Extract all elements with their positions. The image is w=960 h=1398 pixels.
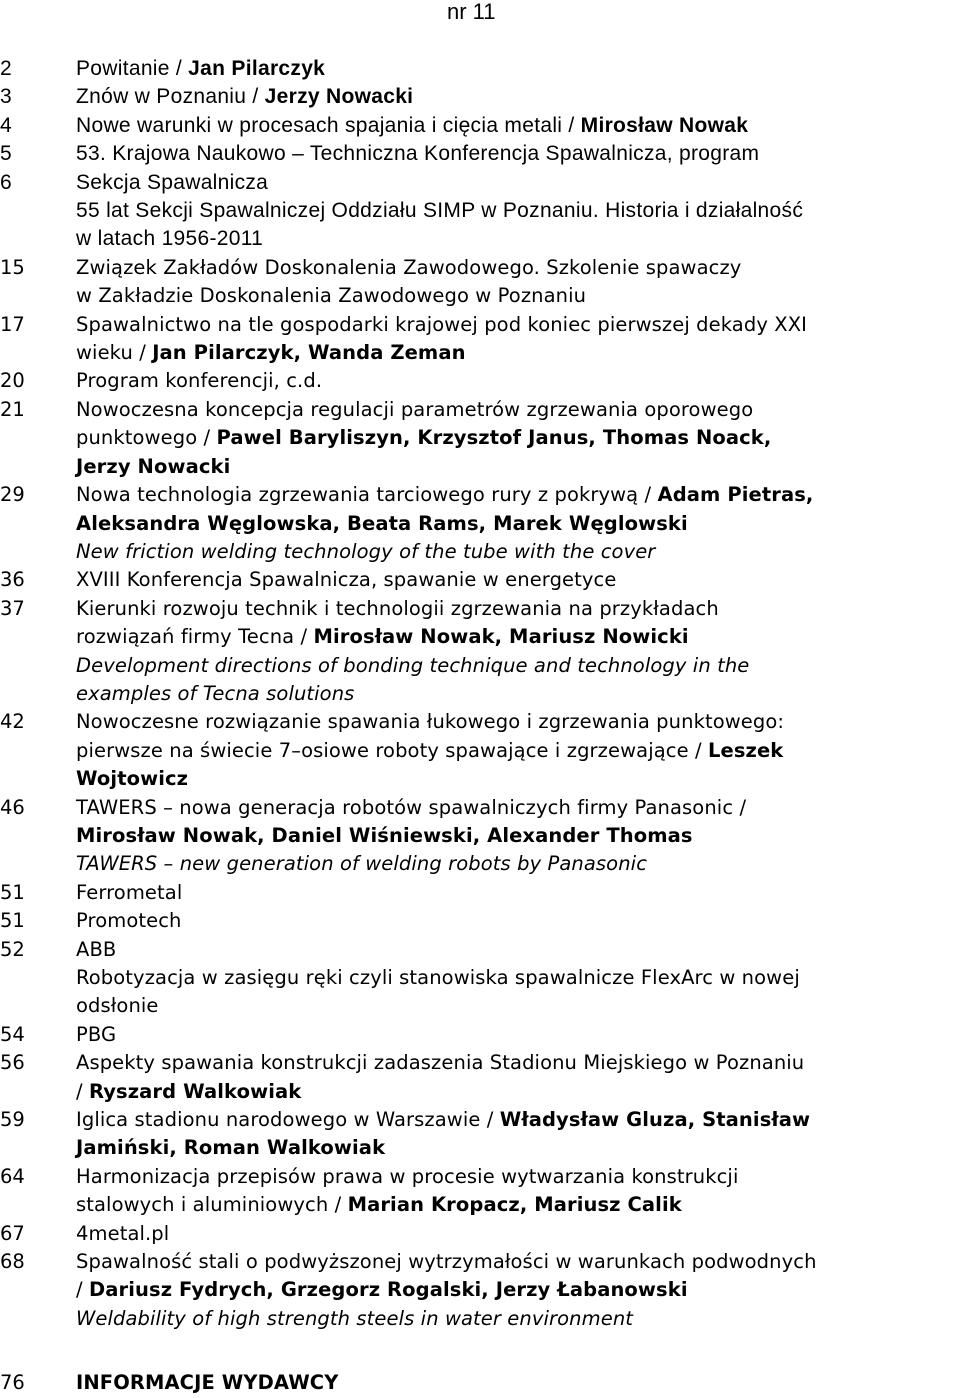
page-number: 52 [0,937,25,961]
entry-text [76,1369,960,1397]
entry-text: 53. Krajowa Naukowo – Techniczna Konferencja Spawalnicza, program [76,142,760,166]
entry-text: XVIII Konferencja Spawalnicza, spawanie w energetyce [76,568,617,592]
section-title: INFORMACJE WYDAWCY [76,1371,339,1395]
entry-text: Nowoczesna koncepcja regulacji parametrów zgrzewania oporowego punktowego / Pawel Baryliszyn, Krzysztof Janus, Thomas Noack, Jerzy Nowacki [76,397,772,478]
page-number: 3 [0,85,12,109]
page-number: 17 [0,312,25,336]
page-number: 67 [0,1221,25,1245]
author: Ryszard Walkowiak [88,1079,302,1103]
page-number: 64 [0,1164,25,1188]
page-number: 56 [0,1051,25,1075]
author: Aleksandra Węglowska, Beata Rams, Marek Węglowski [76,511,688,535]
page-number: 59 [0,1108,25,1132]
toc-entry [0,311,960,368]
entry-text: Kierunki rozwoju technik i technologii zgrzewania na przykładach rozwiązań firmy Tecna / Mirosław Nowak, Mariusz Nowicki Development directions of bonding technique and technology in the examples of Tecna solutions [76,595,960,709]
entry-text: TAWERS – nowa generacja robotów spawalniczych firmy Panasonic / Mirosław Nowak, Daniel Wiśniewski, Alexander Thomas TAWERS – new generation of welding robots by Panasonic [76,794,960,879]
author: Jerzy Nowacki [264,85,414,109]
toc-entry [0,595,960,709]
english-title: Development directions of bonding technique and technology in the [76,653,750,677]
author: Jan Pilarczyk, Wanda Zeman [152,341,466,365]
page-number: 68 [0,1250,25,1274]
entry-text: Spawalnictwo na tle gospodarki krajowej pod koniec pierwszej dekady XXI wieku / Jan Pilarczyk, Wanda Zeman [76,312,808,365]
toc-entry [0,169,960,254]
author: Marian Kropacz, Mariusz Calik [347,1193,682,1217]
entry-text: Powitanie / Jan Pilarczyk [76,57,326,80]
page-number: 6 [0,170,12,194]
page-number: 4 [0,113,12,137]
toc-entry [0,708,960,793]
toc-entry [0,112,960,140]
page-number: 54 [0,1022,25,1046]
entry-text: Związek Zakładów Doskonalenia Zawodowego. Szkolenie spawaczy w Zakładzie Doskonalenia Zawodowego w Poznaniu [76,255,742,308]
entry-text: Program konferencji, c.d. [76,369,323,393]
author: Pawel Baryliszyn, Krzysztof Janus, Thomas Noack, [216,426,772,450]
entry-text: Harmonizacja przepisów prawa w procesie wytwarzania konstrukcji stalowych i aluminiowych / Marian Kropacz, Mariusz Calik [76,1164,739,1217]
toc-entry [0,140,960,168]
toc-entry [0,55,960,83]
entry-text: Iglica stadionu narodowego w Warszawie / Władysław Gluza, Stanisław Jamiński, Roman Walkowiak [76,1108,811,1160]
entry-text: 4metal.pl [76,1221,170,1245]
entry-text: Aspekty spawania konstrukcji zadaszenia Stadionu Miejskiego w Poznaniu / Ryszard Walkowiak [76,1051,805,1103]
table-of-contents [0,55,960,1398]
author: Adam Pietras, [657,483,814,507]
entry-text: Spawalność stali o podwyższonej wytrzymałości w warunkach podwodnych / Dariusz Fydrych, Grzegorz Rogalski, Jerzy Łabanowski Weldability of high strength steels in water environment [76,1248,960,1333]
page-number: 2 [0,57,12,80]
author: Wojtowicz [76,767,189,791]
toc-entry-publisher-info [0,1369,960,1397]
author: Władysław Gluza, Stanisław [499,1108,811,1132]
author: Mirosław Nowak, Mariusz Nowicki [313,625,689,649]
author: Jamiński, Roman Walkowiak [76,1136,386,1160]
toc-entry [0,481,960,566]
toc-entry [0,907,960,935]
entry-text: Nowoczesne rozwiązanie spawania łukowego i zgrzewania punktowego: pierwsze na świecie 7–osiowe roboty spawające i zgrzewające / Leszek Wojtowicz [76,710,785,791]
page-number: 20 [0,369,25,393]
toc-entry [0,1163,960,1220]
page-number: 5 [0,142,12,166]
page-number: 76 [0,1371,25,1395]
spacer [0,1333,960,1369]
entry-text: Promotech [76,909,182,933]
toc-entry [0,83,960,111]
author: Dariusz Fydrych, Grzegorz Rogalski, Jerzy Łabanowski [88,1278,688,1302]
toc-entry [0,396,960,481]
entry-text: PBG [76,1022,117,1046]
page-number: 46 [0,795,25,819]
toc-entry [0,794,960,879]
toc-entry [0,1248,960,1333]
issue-number: nr 11 [447,0,496,24]
toc-entry [0,1021,960,1049]
page-number: 51 [0,880,25,904]
toc-entry [0,566,960,594]
english-title: examples of Tecna solutions [76,681,355,705]
toc-entry [0,1049,960,1106]
entry-text: Nowe warunki w procesach spajania i cięcia metali / Mirosław Nowak [76,113,749,137]
page-number: 51 [0,909,25,933]
toc-entry [0,1106,960,1163]
author: Jerzy Nowacki [76,454,231,478]
english-title: New friction welding technology of the tube with the cover [76,539,656,563]
page-number: 37 [0,596,25,620]
entry-text: Znów w Poznaniu / Jerzy Nowacki [76,85,414,109]
english-title: TAWERS – new generation of welding robots by Panasonic [76,852,648,876]
page-number: 42 [0,710,25,734]
english-title: Weldability of high strength steels in water environment [76,1306,634,1330]
toc-entry [0,879,960,907]
author: Mirosław Nowak, Daniel Wiśniewski, Alexander Thomas [76,823,693,847]
page-number: 29 [0,483,25,507]
page-number: 36 [0,568,25,592]
toc-entry [0,936,960,1021]
author: Mirosław Nowak [580,113,749,137]
entry-text: ABB Robotyzacja w zasięgu ręki czyli stanowiska spawalnicze FlexArc w nowej odsłonie [76,937,800,1018]
page-number: 21 [0,397,25,421]
page-number: 15 [0,255,25,279]
toc-entry [0,1220,960,1248]
entry-text: Nowa technologia zgrzewania tarciowego rury z pokrywą / Adam Pietras, Aleksandra Węglowska, Beata Rams, Marek Węglowski New friction welding technology of the tube with the cover [76,481,960,566]
author: Leszek [707,738,784,762]
author: Jan Pilarczyk [188,57,326,80]
toc-entry [0,367,960,395]
toc-entry [0,254,960,311]
entry-text: Sekcja Spawalnicza 55 lat Sekcji Spawalniczej Oddziału SIMP w Poznaniu. Historia i działalność w latach 1956-2011 [76,170,804,251]
entry-text: Ferrometal [76,880,183,904]
